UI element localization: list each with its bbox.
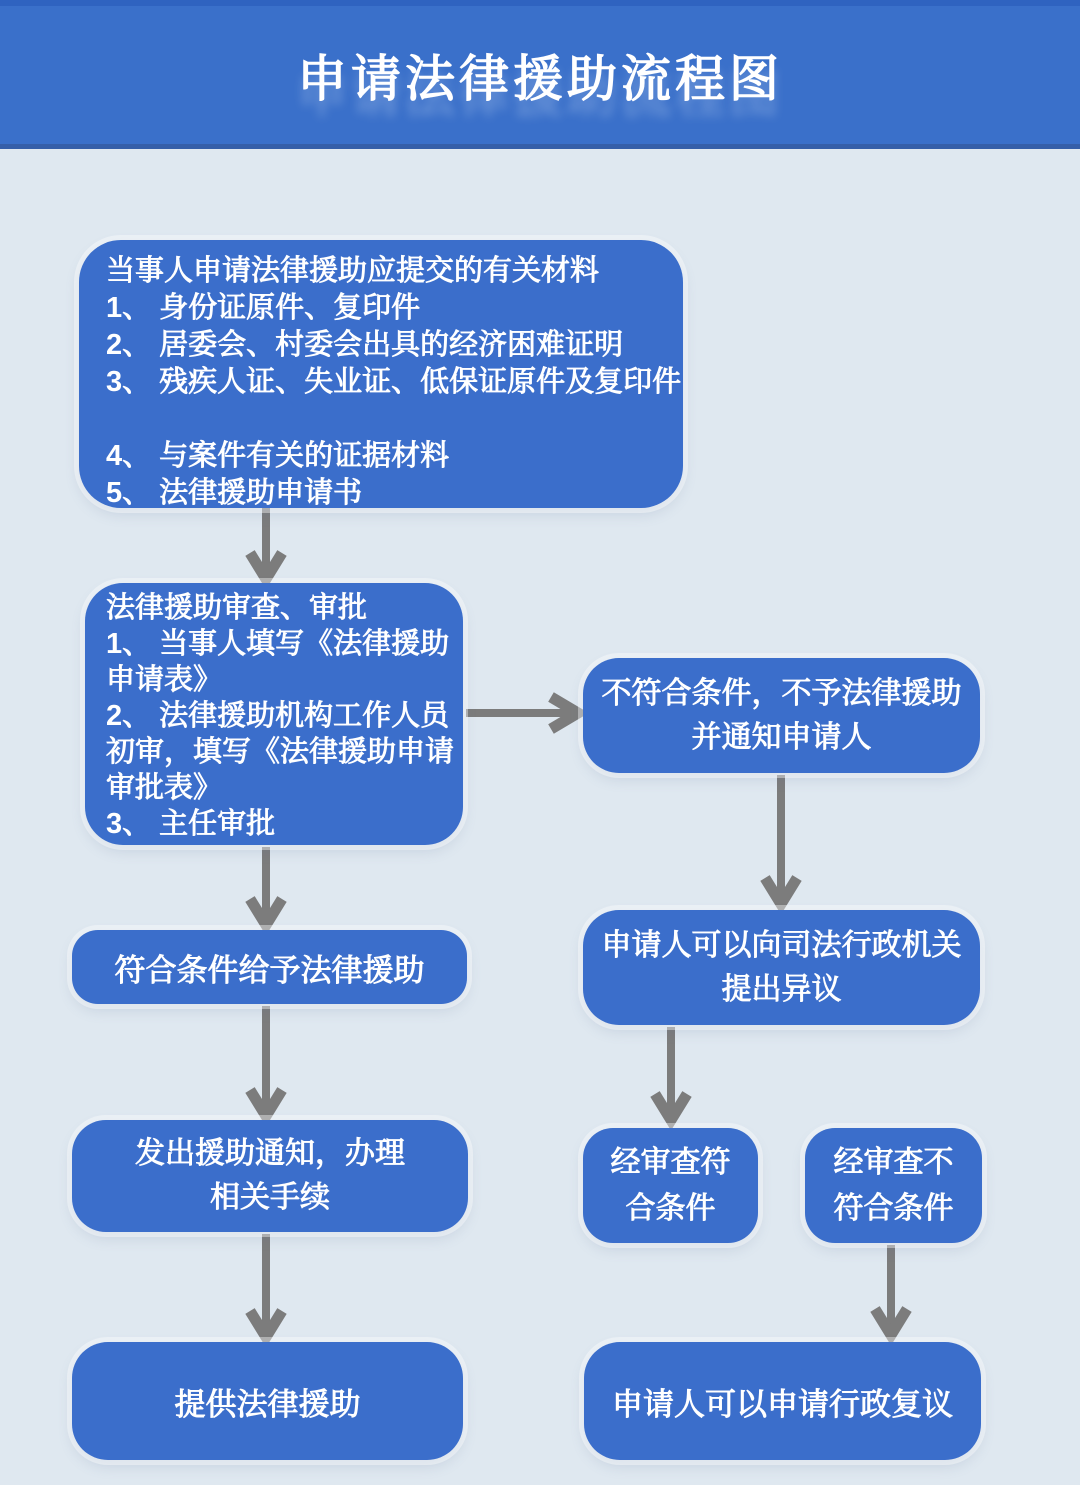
text-line: 4、 与案件有关的证据材料	[106, 440, 450, 472]
text-line: 1、 身份证原件、复印件	[106, 292, 421, 324]
text-line: 申请人可以申请行政复议	[612, 1386, 953, 1422]
box-review-approval	[85, 583, 463, 845]
text-line: 3、 残疾人证、失业证、低保证原件及复印件	[106, 366, 682, 398]
text-line: 合条件	[625, 1191, 716, 1225]
arrow-notice-to-provide	[250, 1234, 282, 1337]
text-line: 5、 法律援助申请书	[106, 477, 363, 509]
header-banner	[0, 0, 1080, 149]
box-objection	[583, 910, 980, 1025]
arrow-materials-to-review	[250, 505, 282, 579]
text-line: 符合条件	[833, 1191, 954, 1225]
box-provide-aid	[72, 1342, 463, 1460]
box-aid-notice	[72, 1120, 468, 1232]
text-line: 初审，填写《法律援助申请	[106, 736, 455, 768]
text-line: 审批表》	[106, 772, 223, 804]
text-line: 经审查不	[833, 1145, 954, 1179]
text-line: 提出异议	[721, 972, 842, 1006]
text-line: 不符合条件，不予法律援助	[601, 676, 962, 710]
text-line: 发出援助通知，办理	[135, 1137, 405, 1170]
text-line: 法律援助审查、审批	[106, 592, 368, 624]
text-line: 并通知申请人	[691, 720, 872, 754]
text-line: 当事人申请法律援助应提交的有关材料	[106, 255, 600, 287]
text-line	[106, 401, 673, 438]
text-line: 相关手续	[210, 1181, 330, 1214]
box-not-qualified	[583, 658, 980, 773]
arrow-objection-to-reviewpass	[655, 1027, 687, 1120]
text-line: 符合条件给予法律援助	[114, 952, 425, 988]
text-line: 1、 当事人填写《法律援助	[106, 628, 450, 660]
arrow-review-to-notqualified	[466, 697, 578, 729]
arrow-review-to-qualified	[250, 847, 282, 925]
box-materials	[79, 240, 683, 508]
text-line: 申请表》	[106, 664, 223, 696]
page-title: 申请法律援助流程图	[297, 51, 783, 107]
box-reviewed-qualified	[583, 1128, 758, 1243]
text-line: 经审查符	[610, 1145, 731, 1179]
arrow-reviewfail-to-reconsideration	[875, 1245, 907, 1335]
box-reconsideration	[584, 1342, 981, 1460]
text-line: 提供法律援助	[174, 1386, 361, 1422]
box-qualified	[72, 930, 467, 1004]
box-reviewed-not-qualified	[805, 1128, 982, 1243]
arrow-notqualified-to-objection	[765, 775, 797, 904]
text-line: 2、 法律援助机构工作人员	[106, 700, 450, 732]
text-line: 2、 居委会、村委会出具的经济困难证明	[106, 329, 624, 361]
text-line: 申请人可以向司法行政机关	[601, 928, 962, 962]
arrow-qualified-to-notice	[250, 1006, 282, 1116]
text-line: 3、 主任审批	[106, 808, 276, 840]
